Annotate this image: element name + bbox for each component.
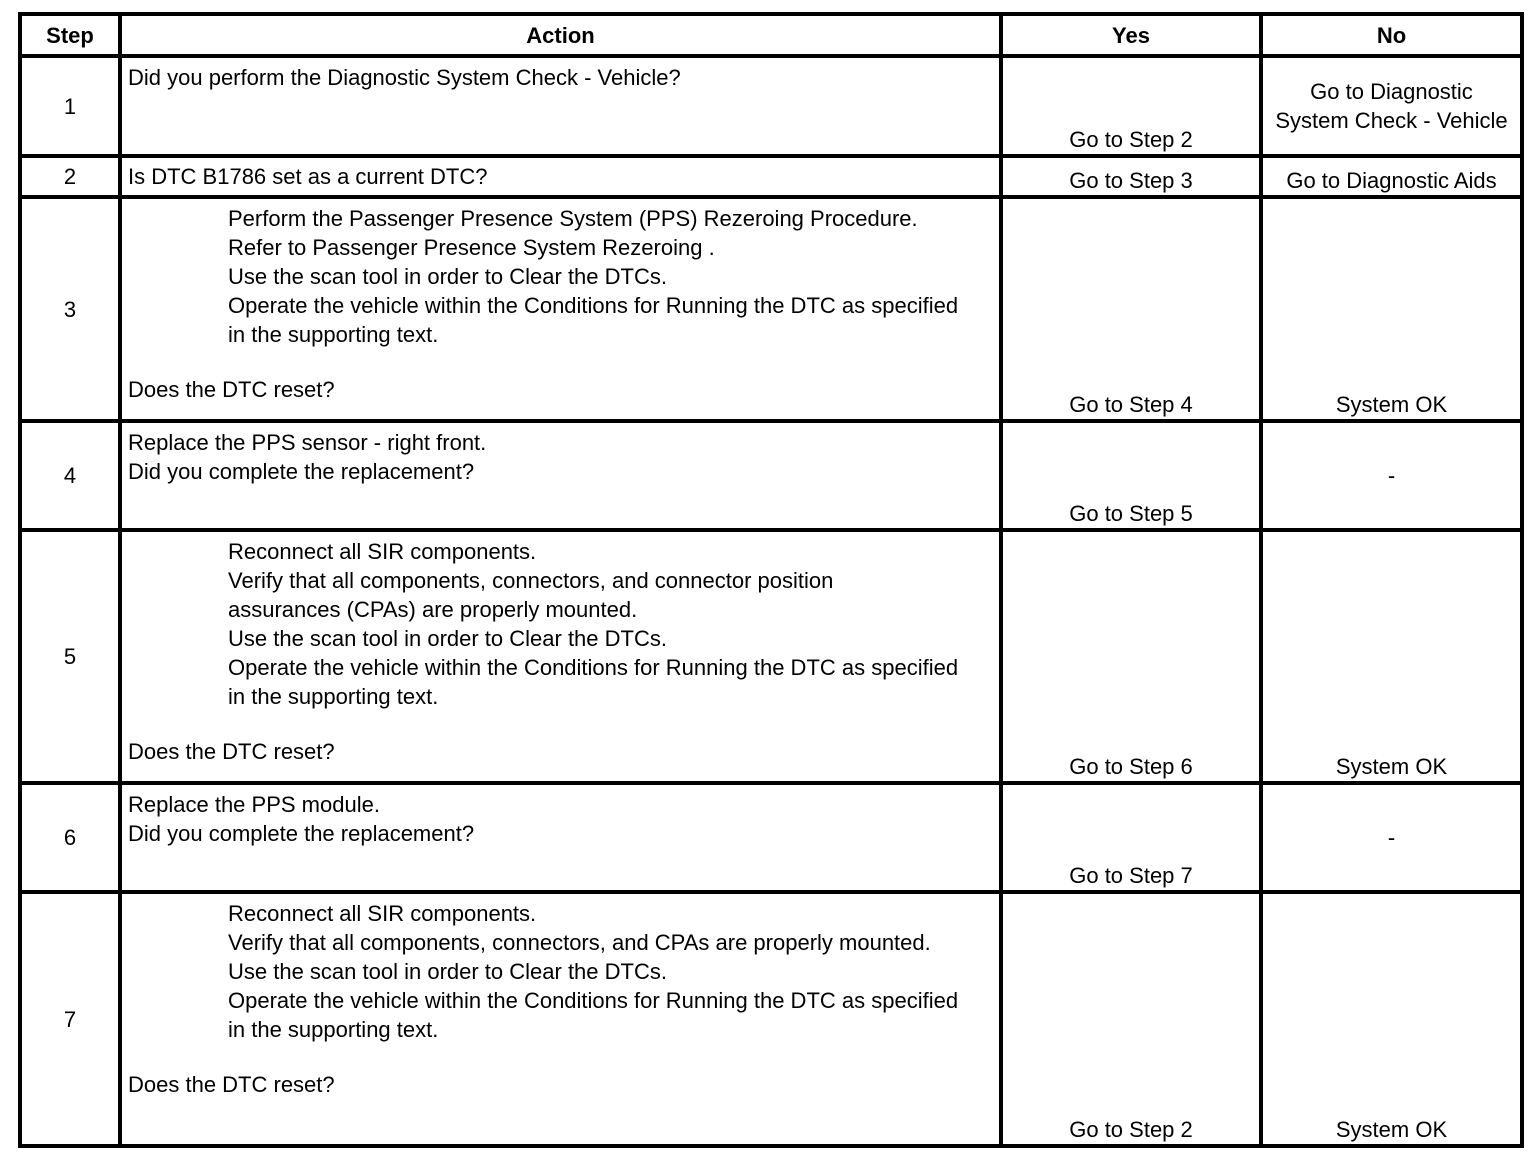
table-row [20, 892, 1522, 1146]
diagnostic-table [18, 12, 1524, 1148]
substep: Operate the vehicle within the Conditions for Running the DTC as specified in the supporting text. [228, 293, 959, 347]
header-yes: Yes [1001, 14, 1261, 56]
action-cell [120, 421, 1001, 530]
substep: Reconnect all SIR components. [228, 901, 537, 926]
step-number: 3 [20, 197, 120, 421]
no-cell: System OK [1261, 892, 1522, 1146]
yes-cell: Go to Step 6 [1001, 530, 1261, 783]
table-row [20, 783, 1522, 892]
substep: Use the scan tool in order to Clear the DTCs. [228, 264, 667, 289]
action-cell [120, 530, 1001, 783]
substep: Use the scan tool in order to Clear the DTCs. [228, 959, 667, 984]
no-cell: System OK [1261, 197, 1522, 421]
action-cell [120, 783, 1001, 892]
action-cell [120, 56, 1001, 156]
substep: Verify that all components, connectors, and CPAs are properly mounted. [228, 930, 931, 955]
action-text: Replace the PPS sensor - right front. [128, 430, 487, 455]
substep: Verify that all components, connectors, and connector position assurances (CPAs) are properly mounted. [228, 568, 834, 622]
yes-cell: Go to Step 4 [1001, 197, 1261, 421]
substep: Operate the vehicle within the Conditions for Running the DTC as specified in the supporting text. [228, 988, 959, 1042]
action-cell [120, 156, 1001, 197]
table-row [20, 530, 1522, 783]
substep: Operate the vehicle within the Conditions for Running the DTC as specified in the supporting text. [228, 655, 959, 709]
action-substeps [128, 899, 993, 1044]
substep: Reconnect all SIR components. [228, 539, 537, 564]
no-cell: Go to Diagnostic Aids [1261, 156, 1522, 197]
no-cell: - [1261, 783, 1522, 892]
action-question: Did you complete the replacement? [128, 821, 475, 846]
yes-cell: Go to Step 7 [1001, 783, 1261, 892]
table-header-row [20, 14, 1522, 56]
table-row [20, 197, 1522, 421]
yes-cell: Go to Step 3 [1001, 156, 1261, 197]
action-question: Did you complete the replacement? [128, 459, 475, 484]
action-substeps [128, 537, 993, 711]
header-action: Action [120, 14, 1001, 56]
action-question: Does the DTC reset? [128, 377, 335, 402]
step-number: 2 [20, 156, 120, 197]
action-text: Replace the PPS module. [128, 792, 380, 817]
table-row [20, 56, 1522, 156]
no-cell: Go to Diagnostic System Check - Vehicle [1261, 56, 1522, 156]
no-cell: - [1261, 421, 1522, 530]
header-step: Step [20, 14, 120, 56]
header-no: No [1261, 14, 1522, 56]
table-row [20, 156, 1522, 197]
step-number: 6 [20, 783, 120, 892]
action-cell [120, 892, 1001, 1146]
step-number: 7 [20, 892, 120, 1146]
yes-cell: Go to Step 2 [1001, 892, 1261, 1146]
substep: Perform the Passenger Presence System (PPS) Rezeroing Procedure. Refer to Passenger Presence System Rezeroing . [228, 206, 918, 260]
substep: Use the scan tool in order to Clear the DTCs. [228, 626, 667, 651]
action-cell [120, 197, 1001, 421]
action-text: Is DTC B1786 set as a current DTC? [128, 164, 488, 189]
yes-cell: Go to Step 2 [1001, 56, 1261, 156]
action-question: Does the DTC reset? [128, 739, 335, 764]
step-number: 1 [20, 56, 120, 156]
step-number: 5 [20, 530, 120, 783]
action-question: Does the DTC reset? [128, 1072, 335, 1097]
table-row [20, 421, 1522, 530]
no-cell: System OK [1261, 530, 1522, 783]
step-number: 4 [20, 421, 120, 530]
yes-cell: Go to Step 5 [1001, 421, 1261, 530]
action-text: Did you perform the Diagnostic System Check - Vehicle? [128, 65, 681, 90]
action-substeps [128, 204, 993, 349]
